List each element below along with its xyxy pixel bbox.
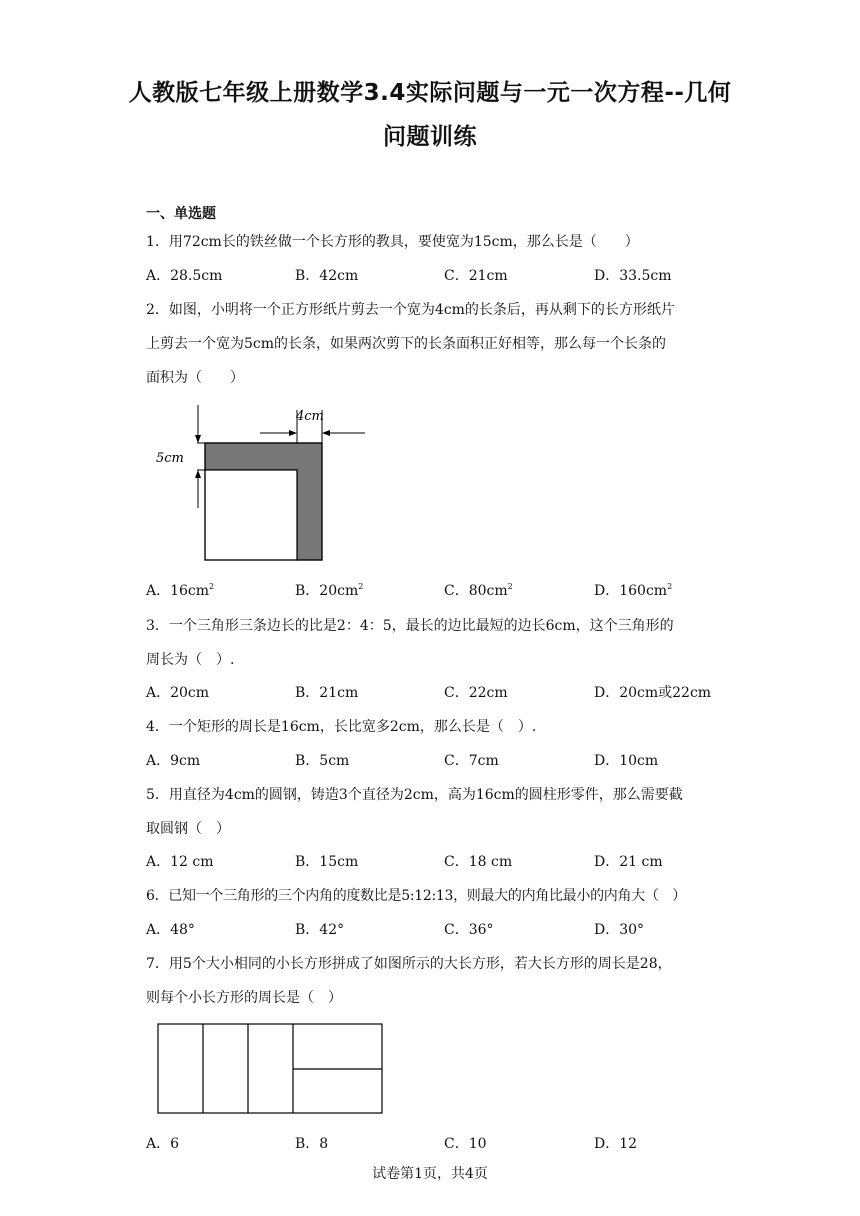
question-1-options xyxy=(146,265,746,285)
remaining-square xyxy=(205,470,297,560)
question-6-options xyxy=(146,919,746,939)
q1-option-d: D．33.5cm xyxy=(594,268,672,284)
square-strips-figure xyxy=(150,400,380,570)
question-2-text-line-3: 面积为（ ） xyxy=(146,370,244,386)
q7-option-b: B．8 xyxy=(295,1136,329,1152)
q4-option-b: B．5cm xyxy=(295,753,350,769)
figure-label-4cm: 4cm xyxy=(296,409,324,424)
question-7-text-line-1: 7．用5个大小相同的小长方形拼成了如图所示的大长方形，若大长方形的周长是28， xyxy=(146,956,672,972)
q1-option-a: A．28.5cm xyxy=(146,268,223,284)
q2-option-d: D．$160cm^2$ xyxy=(594,582,673,599)
document-title-line-1: 人教版七年级上册数学3.4实际问题与一元一次方程--几何 xyxy=(128,80,732,106)
q6-option-c: C．36° xyxy=(444,922,494,938)
question-3-text-line-2: 周长为（ ）. xyxy=(146,652,235,668)
q3-option-d: D．20cm或22cm xyxy=(594,685,712,701)
question-5-text-line-1: 5．用直径为4cm的圆钢，铸造3个直径为2cm，高为16cm的圆柱形零件，那么需要截 xyxy=(146,787,683,803)
q3-option-a: A．20cm xyxy=(146,685,210,701)
question-6-text: 6．已知一个三角形的三个内角的度数比是5:12:13，则最大的内角比最小的内角大（ ） xyxy=(146,888,686,904)
page-footer: 试卷第1页，共4页 xyxy=(372,1166,488,1182)
question-2-options xyxy=(146,580,746,600)
rectangles-figure xyxy=(157,1023,385,1115)
q7-option-c: C．10 xyxy=(444,1136,487,1152)
question-4-options xyxy=(146,750,746,770)
q6-option-a: A．48° xyxy=(146,922,195,938)
question-7-text-line-2: 则每个小长方形的周长是（ ） xyxy=(146,990,342,1006)
q7-option-d: D．12 xyxy=(594,1136,638,1152)
question-3-options xyxy=(146,682,746,702)
q5-option-d: D．21 cm xyxy=(594,854,663,870)
q2-option-a: A．$16cm^2$ xyxy=(146,582,215,599)
question-5-options xyxy=(146,851,746,871)
question-2-text-line-2: 上剪去一个宽为5cm的长条，如果两次剪下的长条面积正好相等，那么每一个长条的 xyxy=(146,336,667,352)
figure-label-5cm: 5cm xyxy=(156,451,184,466)
question-4-text: 4．一个矩形的周长是16cm，长比宽多2cm，那么长是（ ）. xyxy=(146,719,537,735)
q6-option-b: B．42° xyxy=(295,922,345,938)
q1-option-b: B．42cm xyxy=(295,268,359,284)
q2-option-b: B．$20cm^2$ xyxy=(295,582,364,599)
q3-option-b: B．21cm xyxy=(295,685,359,701)
question-2-text-line-1: 2．如图，小明将一个正方形纸片剪去一个宽为4cm的长条后，再从剩下的长方形纸片 xyxy=(146,302,675,318)
q1-option-c: C．21cm xyxy=(444,268,508,284)
question-3-text-line-1: 3．一个三角形三条边长的比是2：4：5，最长的边比最短的边长6cm，这个三角形的 xyxy=(146,618,674,634)
document-title-line-2: 问题训练 xyxy=(383,124,477,150)
question-1-text: 1．用72cm长的铁丝做一个长方形的教具，要使宽为15cm，那么长是（ ） xyxy=(146,234,639,250)
q5-option-c: C．18 cm xyxy=(444,854,513,870)
q7-option-a: A．6 xyxy=(146,1136,180,1152)
q2-option-c: C．$80cm^2$ xyxy=(444,582,513,599)
q5-option-a: A．12 cm xyxy=(146,854,214,870)
q3-option-c: C．22cm xyxy=(444,685,508,701)
section-heading: 一、单选题 xyxy=(146,206,216,222)
question-7-options xyxy=(146,1133,746,1153)
q6-option-d: D．30° xyxy=(594,922,645,938)
q5-option-b: B．15cm xyxy=(295,854,359,870)
q4-option-c: C．7cm xyxy=(444,753,499,769)
q4-option-a: A．9cm xyxy=(146,753,201,769)
q4-option-d: D．10cm xyxy=(594,753,659,769)
question-5-text-line-2: 取圆钢（ ） xyxy=(146,821,230,837)
